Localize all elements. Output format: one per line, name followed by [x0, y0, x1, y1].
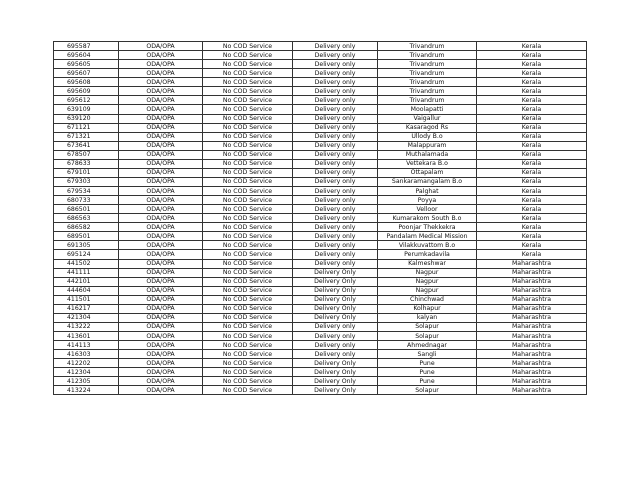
state-cell: Maharashtra	[477, 295, 587, 304]
city-cell: Pune	[378, 359, 477, 368]
table-row	[54, 322, 587, 331]
pincode-cell: 413224	[54, 386, 119, 395]
service-cell: Delivery only	[293, 232, 378, 241]
state-cell: Kerala	[477, 78, 587, 87]
table-row	[54, 60, 587, 69]
state-cell: Kerala	[477, 60, 587, 69]
pincode-cell: 695612	[54, 96, 119, 105]
service-cell: Delivery only	[293, 42, 378, 51]
zone-cell: ODA/OPA	[119, 332, 203, 341]
cod-cell: No COD Service	[203, 187, 293, 196]
service-cell: Delivery only	[293, 196, 378, 205]
table-row	[54, 259, 587, 268]
zone-cell: ODA/OPA	[119, 268, 203, 277]
zone-cell: ODA/OPA	[119, 168, 203, 177]
cod-cell: No COD Service	[203, 132, 293, 141]
table-row	[54, 304, 587, 313]
state-cell: Kerala	[477, 241, 587, 250]
zone-cell: ODA/OPA	[119, 232, 203, 241]
service-cell: Delivery only	[293, 141, 378, 150]
cod-cell: No COD Service	[203, 268, 293, 277]
pincode-cell: 411501	[54, 295, 119, 304]
zone-cell: ODA/OPA	[119, 386, 203, 395]
service-cell: Delivery Only	[293, 359, 378, 368]
pincode-cell: 695608	[54, 78, 119, 87]
zone-cell: ODA/OPA	[119, 277, 203, 286]
service-cell: Delivery Only	[293, 304, 378, 313]
state-cell: Kerala	[477, 177, 587, 186]
cod-cell: No COD Service	[203, 359, 293, 368]
pincode-cell: 442101	[54, 277, 119, 286]
zone-cell: ODA/OPA	[119, 286, 203, 295]
pincode-cell: 695604	[54, 51, 119, 60]
table-row	[54, 205, 587, 214]
city-cell: Kumarakom South B.o	[378, 214, 477, 223]
zone-cell: ODA/OPA	[119, 150, 203, 159]
table-row	[54, 295, 587, 304]
table-row	[54, 241, 587, 250]
city-cell: Nagpur	[378, 286, 477, 295]
state-cell: Maharashtra	[477, 313, 587, 322]
service-cell: Delivery only	[293, 259, 378, 268]
pincode-cell: 413222	[54, 322, 119, 331]
zone-cell: ODA/OPA	[119, 114, 203, 123]
table-row	[54, 187, 587, 196]
pincode-cell: 686582	[54, 223, 119, 232]
table-row	[54, 123, 587, 132]
state-cell: Maharashtra	[477, 286, 587, 295]
cod-cell: No COD Service	[203, 69, 293, 78]
city-cell: Trivandrum	[378, 87, 477, 96]
service-cell: Delivery only	[293, 341, 378, 350]
city-cell: Nagpur	[378, 268, 477, 277]
state-cell: Kerala	[477, 42, 587, 51]
city-cell: Vaigallur	[378, 114, 477, 123]
pincode-cell: 686563	[54, 214, 119, 223]
table-row	[54, 177, 587, 186]
state-cell: Kerala	[477, 87, 587, 96]
cod-cell: No COD Service	[203, 295, 293, 304]
state-cell: Kerala	[477, 196, 587, 205]
table-row	[54, 332, 587, 341]
pincode-cell: 695605	[54, 60, 119, 69]
service-cell: Delivery only	[293, 350, 378, 359]
cod-cell: No COD Service	[203, 114, 293, 123]
cod-cell: No COD Service	[203, 322, 293, 331]
cod-cell: No COD Service	[203, 286, 293, 295]
city-cell: Kolhapur	[378, 304, 477, 313]
city-cell: Solapur	[378, 332, 477, 341]
zone-cell: ODA/OPA	[119, 368, 203, 377]
service-cell: Delivery only	[293, 87, 378, 96]
zone-cell: ODA/OPA	[119, 259, 203, 268]
pincode-cell: 413601	[54, 332, 119, 341]
state-cell: Kerala	[477, 123, 587, 132]
service-cell: Delivery only	[293, 96, 378, 105]
zone-cell: ODA/OPA	[119, 132, 203, 141]
state-cell: Kerala	[477, 223, 587, 232]
table-row	[54, 51, 587, 60]
city-cell: Kasaragod Rs	[378, 123, 477, 132]
zone-cell: ODA/OPA	[119, 177, 203, 186]
zone-cell: ODA/OPA	[119, 60, 203, 69]
table-row	[54, 159, 587, 168]
state-cell: Maharashtra	[477, 350, 587, 359]
pincode-cell: 414113	[54, 341, 119, 350]
table-row	[54, 232, 587, 241]
service-cell: Delivery only	[293, 114, 378, 123]
city-cell: Poonjar Thekkekra	[378, 223, 477, 232]
service-cell: Delivery Only	[293, 377, 378, 386]
zone-cell: ODA/OPA	[119, 141, 203, 150]
table-row	[54, 132, 587, 141]
pincode-cell: 441111	[54, 268, 119, 277]
zone-cell: ODA/OPA	[119, 196, 203, 205]
pincode-cell: 639120	[54, 114, 119, 123]
pincode-cell: 679534	[54, 187, 119, 196]
table-row	[54, 150, 587, 159]
table-row	[54, 96, 587, 105]
pincode-cell: 695609	[54, 87, 119, 96]
pincode-cell: 695124	[54, 250, 119, 259]
service-cell: Delivery only	[293, 60, 378, 69]
state-cell: Kerala	[477, 69, 587, 78]
table-body	[54, 42, 587, 395]
city-cell: Ahmednagar	[378, 341, 477, 350]
city-cell: Trivandrum	[378, 51, 477, 60]
cod-cell: No COD Service	[203, 304, 293, 313]
cod-cell: No COD Service	[203, 341, 293, 350]
city-cell: Vettekara B.o	[378, 159, 477, 168]
service-cell: Delivery only	[293, 250, 378, 259]
state-cell: Kerala	[477, 205, 587, 214]
zone-cell: ODA/OPA	[119, 51, 203, 60]
state-cell: Kerala	[477, 214, 587, 223]
service-cell: Delivery only	[293, 187, 378, 196]
pincode-cell: 679303	[54, 177, 119, 186]
service-cell: Delivery only	[293, 150, 378, 159]
pincode-cell: 679101	[54, 168, 119, 177]
cod-cell: No COD Service	[203, 241, 293, 250]
table-row	[54, 377, 587, 386]
pincode-cell: 689501	[54, 232, 119, 241]
zone-cell: ODA/OPA	[119, 78, 203, 87]
cod-cell: No COD Service	[203, 123, 293, 132]
service-cell: Delivery Only	[293, 295, 378, 304]
zone-cell: ODA/OPA	[119, 341, 203, 350]
state-cell: Kerala	[477, 159, 587, 168]
zone-cell: ODA/OPA	[119, 250, 203, 259]
cod-cell: No COD Service	[203, 232, 293, 241]
city-cell: Ullody B.o	[378, 132, 477, 141]
city-cell: Pune	[378, 368, 477, 377]
pincode-cell: 441502	[54, 259, 119, 268]
table-row	[54, 141, 587, 150]
table-row	[54, 87, 587, 96]
state-cell: Maharashtra	[477, 277, 587, 286]
zone-cell: ODA/OPA	[119, 105, 203, 114]
service-cell: Delivery Only	[293, 368, 378, 377]
zone-cell: ODA/OPA	[119, 322, 203, 331]
table-row	[54, 214, 587, 223]
city-cell: Sankaramangalam B.o	[378, 177, 477, 186]
cod-cell: No COD Service	[203, 214, 293, 223]
city-cell: Velloor	[378, 205, 477, 214]
table-row	[54, 42, 587, 51]
state-cell: Maharashtra	[477, 304, 587, 313]
zone-cell: ODA/OPA	[119, 304, 203, 313]
state-cell: Maharashtra	[477, 259, 587, 268]
city-cell: Trivandrum	[378, 78, 477, 87]
state-cell: Maharashtra	[477, 368, 587, 377]
state-cell: Maharashtra	[477, 359, 587, 368]
table-row	[54, 114, 587, 123]
cod-cell: No COD Service	[203, 105, 293, 114]
cod-cell: No COD Service	[203, 205, 293, 214]
city-cell: Kalmeshwar	[378, 259, 477, 268]
zone-cell: ODA/OPA	[119, 87, 203, 96]
service-cell: Delivery only	[293, 132, 378, 141]
pincode-table	[53, 41, 587, 395]
service-cell: Delivery Only	[293, 268, 378, 277]
service-cell: Delivery only	[293, 322, 378, 331]
cod-cell: No COD Service	[203, 177, 293, 186]
state-cell: Kerala	[477, 232, 587, 241]
pincode-cell: 639109	[54, 105, 119, 114]
state-cell: Kerala	[477, 168, 587, 177]
cod-cell: No COD Service	[203, 377, 293, 386]
city-cell: Solapur	[378, 322, 477, 331]
state-cell: Kerala	[477, 250, 587, 259]
city-cell: Muthalamada	[378, 150, 477, 159]
city-cell: Palghat	[378, 187, 477, 196]
table-row	[54, 386, 587, 395]
table-row	[54, 286, 587, 295]
zone-cell: ODA/OPA	[119, 69, 203, 78]
service-cell: Delivery only	[293, 51, 378, 60]
table-row	[54, 69, 587, 78]
service-cell: Delivery Only	[293, 386, 378, 395]
service-cell: Delivery only	[293, 168, 378, 177]
pincode-cell: 421304	[54, 313, 119, 322]
city-cell: Ottapalam	[378, 168, 477, 177]
table-row	[54, 268, 587, 277]
zone-cell: ODA/OPA	[119, 205, 203, 214]
zone-cell: ODA/OPA	[119, 295, 203, 304]
city-cell: Nagpur	[378, 277, 477, 286]
cod-cell: No COD Service	[203, 150, 293, 159]
city-cell: Pandalam Medical Mission	[378, 232, 477, 241]
city-cell: Sangli	[378, 350, 477, 359]
service-cell: Delivery only	[293, 332, 378, 341]
state-cell: Kerala	[477, 141, 587, 150]
cod-cell: No COD Service	[203, 313, 293, 322]
city-cell: kalyan	[378, 313, 477, 322]
state-cell: Kerala	[477, 96, 587, 105]
cod-cell: No COD Service	[203, 78, 293, 87]
cod-cell: No COD Service	[203, 196, 293, 205]
zone-cell: ODA/OPA	[119, 187, 203, 196]
state-cell: Kerala	[477, 114, 587, 123]
cod-cell: No COD Service	[203, 368, 293, 377]
table-row	[54, 359, 587, 368]
pincode-cell: 695607	[54, 69, 119, 78]
state-cell: Maharashtra	[477, 341, 587, 350]
cod-cell: No COD Service	[203, 87, 293, 96]
table-row	[54, 341, 587, 350]
zone-cell: ODA/OPA	[119, 241, 203, 250]
state-cell: Kerala	[477, 187, 587, 196]
table-row	[54, 368, 587, 377]
city-cell: Trivandrum	[378, 60, 477, 69]
cod-cell: No COD Service	[203, 386, 293, 395]
pincode-cell: 671121	[54, 123, 119, 132]
pincode-cell: 680733	[54, 196, 119, 205]
state-cell: Maharashtra	[477, 377, 587, 386]
pincode-cell: 678633	[54, 159, 119, 168]
state-cell: Maharashtra	[477, 322, 587, 331]
zone-cell: ODA/OPA	[119, 123, 203, 132]
table-row	[54, 196, 587, 205]
city-cell: Solapur	[378, 386, 477, 395]
service-cell: Delivery only	[293, 205, 378, 214]
service-cell: Delivery only	[293, 105, 378, 114]
cod-cell: No COD Service	[203, 42, 293, 51]
cod-cell: No COD Service	[203, 350, 293, 359]
cod-cell: No COD Service	[203, 277, 293, 286]
pincode-cell: 678507	[54, 150, 119, 159]
pincode-cell: 412305	[54, 377, 119, 386]
service-cell: Delivery only	[293, 214, 378, 223]
table-row	[54, 78, 587, 87]
state-cell: Maharashtra	[477, 332, 587, 341]
state-cell: Maharashtra	[477, 386, 587, 395]
state-cell: Kerala	[477, 132, 587, 141]
pincode-cell: 416217	[54, 304, 119, 313]
state-cell: Kerala	[477, 105, 587, 114]
city-cell: Trivandrum	[378, 96, 477, 105]
cod-cell: No COD Service	[203, 223, 293, 232]
city-cell: Trivandrum	[378, 69, 477, 78]
zone-cell: ODA/OPA	[119, 223, 203, 232]
city-cell: Trivandrum	[378, 42, 477, 51]
cod-cell: No COD Service	[203, 159, 293, 168]
cod-cell: No COD Service	[203, 168, 293, 177]
table-row	[54, 277, 587, 286]
zone-cell: ODA/OPA	[119, 377, 203, 386]
city-cell: Poyya	[378, 196, 477, 205]
pincode-cell: 416303	[54, 350, 119, 359]
service-cell: Delivery only	[293, 159, 378, 168]
service-cell: Delivery Only	[293, 277, 378, 286]
cod-cell: No COD Service	[203, 332, 293, 341]
zone-cell: ODA/OPA	[119, 350, 203, 359]
service-cell: Delivery only	[293, 78, 378, 87]
city-cell: Malappuram	[378, 141, 477, 150]
cod-cell: No COD Service	[203, 141, 293, 150]
service-cell: Delivery only	[293, 69, 378, 78]
state-cell: Kerala	[477, 51, 587, 60]
table-row	[54, 313, 587, 322]
service-cell: Delivery Only	[293, 286, 378, 295]
city-cell: Vilakkuvattom B.o	[378, 241, 477, 250]
table-row	[54, 350, 587, 359]
table-row	[54, 223, 587, 232]
cod-cell: No COD Service	[203, 51, 293, 60]
cod-cell: No COD Service	[203, 60, 293, 69]
zone-cell: ODA/OPA	[119, 42, 203, 51]
city-cell: Moolapatti	[378, 105, 477, 114]
cod-cell: No COD Service	[203, 259, 293, 268]
cod-cell: No COD Service	[203, 96, 293, 105]
zone-cell: ODA/OPA	[119, 313, 203, 322]
service-cell: Delivery only	[293, 123, 378, 132]
zone-cell: ODA/OPA	[119, 359, 203, 368]
city-cell: Perumkadavila	[378, 250, 477, 259]
state-cell: Maharashtra	[477, 268, 587, 277]
zone-cell: ODA/OPA	[119, 214, 203, 223]
service-cell: Delivery Only	[293, 313, 378, 322]
pincode-cell: 691305	[54, 241, 119, 250]
state-cell: Kerala	[477, 150, 587, 159]
service-cell: Delivery only	[293, 223, 378, 232]
table-row	[54, 105, 587, 114]
zone-cell: ODA/OPA	[119, 96, 203, 105]
cod-cell: No COD Service	[203, 250, 293, 259]
pincode-cell: 671321	[54, 132, 119, 141]
table-row	[54, 168, 587, 177]
pincode-cell: 673641	[54, 141, 119, 150]
pincode-cell: 412304	[54, 368, 119, 377]
zone-cell: ODA/OPA	[119, 159, 203, 168]
city-cell: Pune	[378, 377, 477, 386]
city-cell: Chinchwad	[378, 295, 477, 304]
service-cell: Delivery only	[293, 177, 378, 186]
pincode-cell: 686501	[54, 205, 119, 214]
pincode-cell: 444604	[54, 286, 119, 295]
pincode-cell: 412202	[54, 359, 119, 368]
pincode-cell: 695587	[54, 42, 119, 51]
table-row	[54, 250, 587, 259]
service-cell: Delivery only	[293, 241, 378, 250]
